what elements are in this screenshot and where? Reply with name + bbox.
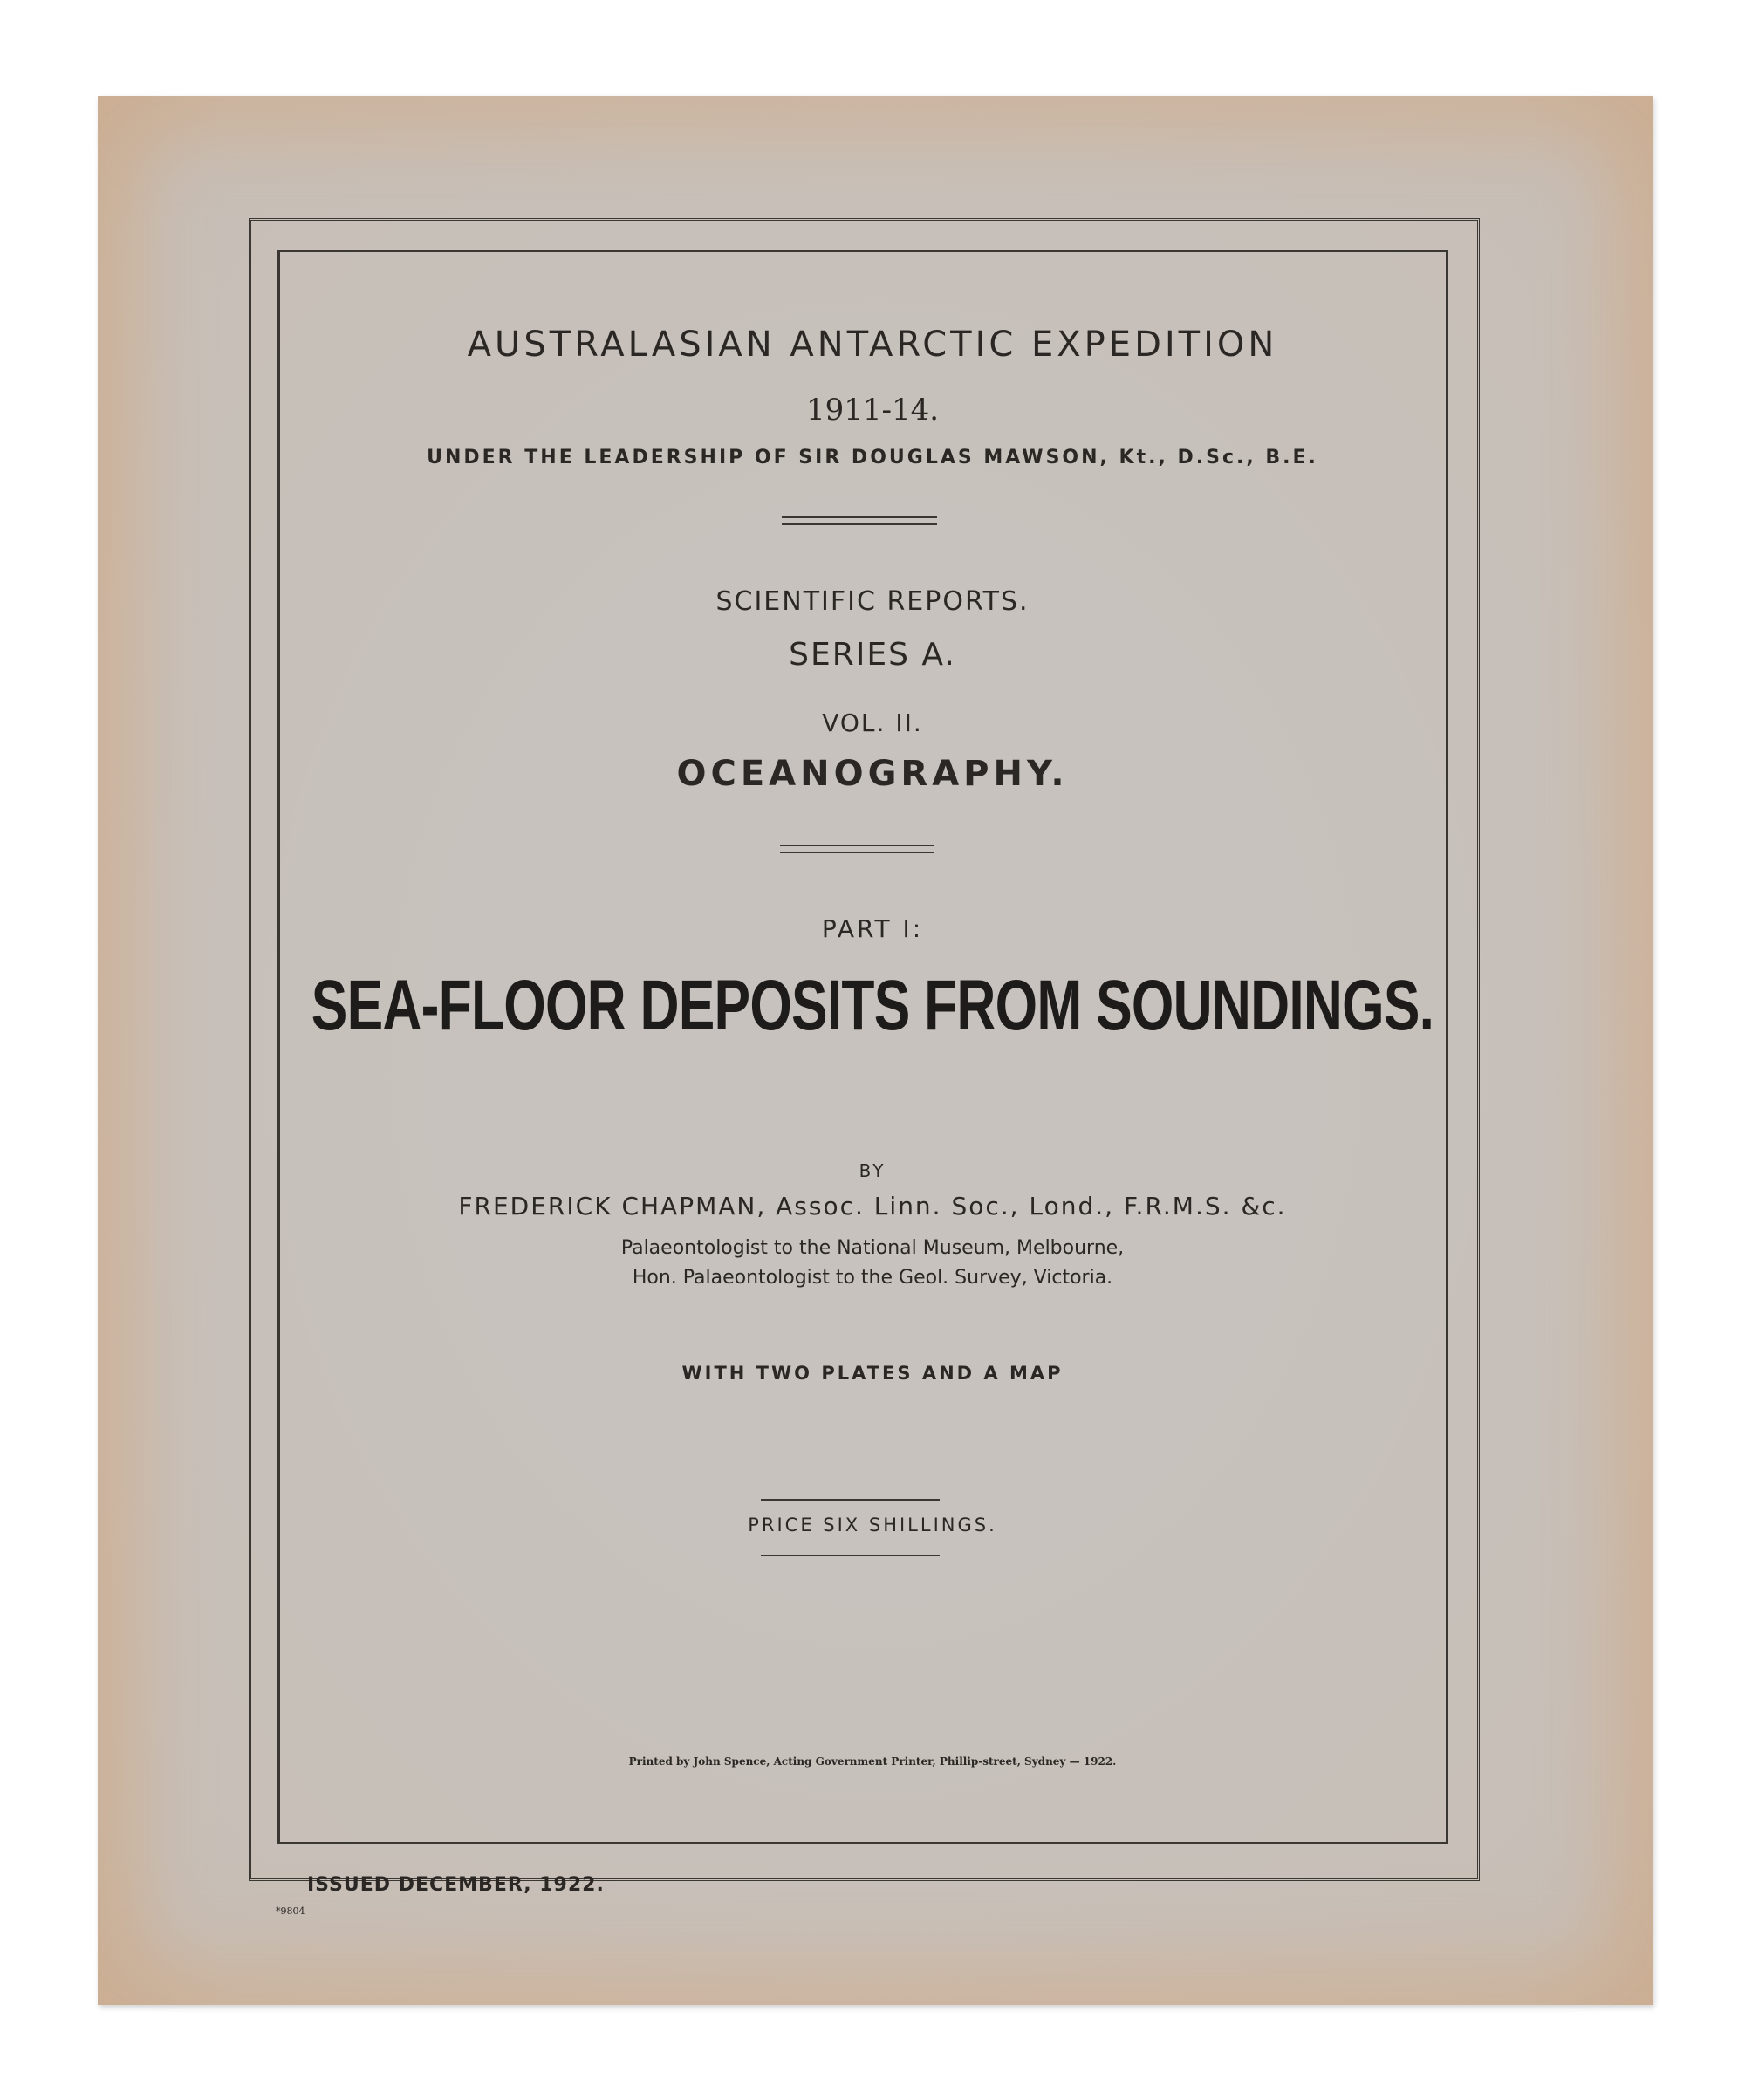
series-heading: SERIES A. [789, 637, 956, 673]
expedition-years: 1911-14. [805, 393, 940, 428]
report-title: SEA-FLOOR DEPOSITS FROM SOUNDINGS. [311, 966, 1434, 1045]
author-affiliation-1: Palaeontologist to the National Museum, Melbourne, [620, 1237, 1125, 1259]
issue-date: ISSUED DECEMBER, 1922. [307, 1874, 605, 1896]
inner-border-frame [277, 250, 1448, 1844]
price-rule-bottom [761, 1555, 940, 1556]
divider-rule-top-2 [782, 523, 937, 525]
price-line: PRICE SIX SHILLINGS. [748, 1515, 997, 1536]
printer-imprint: Printed by John Spence, Acting Government Printer, Phillip-street, Sydney — 1922. [628, 1755, 1117, 1768]
author-name: FREDERICK CHAPMAN, Assoc. Linn. Soc., Lond., F.R.M.S. &c. [458, 1192, 1287, 1221]
divider-rule-middle-2 [780, 852, 934, 853]
expedition-title: AUSTRALASIAN ANTARCTIC EXPEDITION [467, 325, 1278, 365]
plates-note: WITH TWO PLATES AND A MAP [681, 1363, 1064, 1384]
divider-rule-top [782, 516, 937, 518]
volume-heading: VOL. II. [822, 708, 923, 737]
catalog-code: *9804 [276, 1905, 305, 1917]
price-rule-top [761, 1499, 940, 1501]
subject-heading: OCEANOGRAPHY. [676, 754, 1069, 794]
divider-rule-middle [780, 845, 934, 846]
by-label: BY [859, 1160, 886, 1181]
leadership-line: UNDER THE LEADERSHIP OF SIR DOUGLAS MAWSON, Kt., D.Sc., B.E. [427, 447, 1318, 469]
scientific-reports-heading: SCIENTIFIC REPORTS. [715, 586, 1030, 617]
part-heading: PART I: [821, 914, 924, 943]
author-affiliation-2: Hon. Palaeontologist to the Geol. Survey, Victoria. [632, 1267, 1113, 1289]
